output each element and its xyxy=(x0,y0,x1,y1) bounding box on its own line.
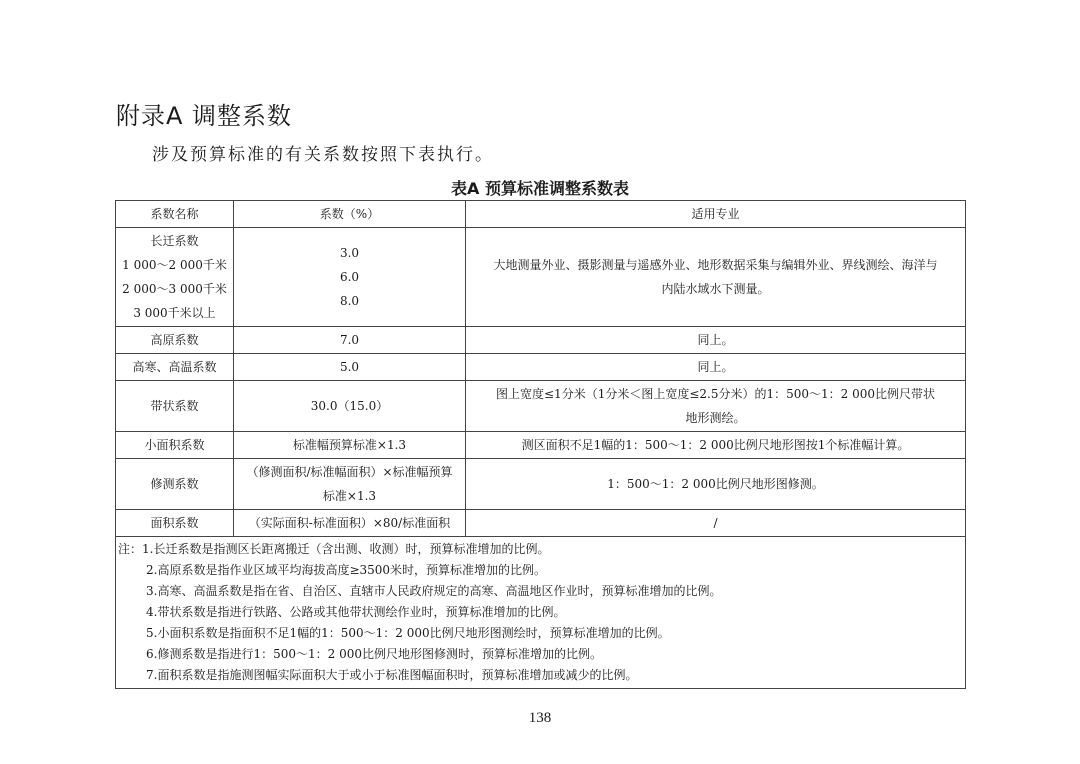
name-line: 3 000千米以上 xyxy=(133,306,216,320)
scope-line: 同上。 xyxy=(697,333,734,347)
scope-line: / xyxy=(713,516,718,530)
value-line: 标准×1.3 xyxy=(322,489,377,503)
note-line: 7.面积系数是指施测图幅实际面积大于或小于标准图幅面积时，预算标准增加或减少的比例。 xyxy=(146,668,638,682)
value-line: 6.0 xyxy=(339,270,360,284)
scope-line: 同上。 xyxy=(697,360,734,374)
value-line: 8.0 xyxy=(339,294,360,308)
notes-cell xyxy=(116,537,966,689)
note-line: 3.高寒、高温系数是指在省、自治区、直辖市人民政府规定的高寒、高温地区作业时，预算标准增加的比例。 xyxy=(146,584,722,598)
note-line: 6.修测系数是指进行1：500～1：2 000比例尺地形图修测时，预算标准增加的比例。 xyxy=(146,647,602,661)
scope-line: 地形测绘。 xyxy=(685,411,746,425)
note-line: 2.高原系数是指作业区域平均海拔高度≥3500米时，预算标准增加的比例。 xyxy=(146,563,547,577)
coefficient-table-body xyxy=(116,201,966,689)
table-caption: 表A 预算标准调整系数表 xyxy=(451,179,629,198)
name-line: 面积系数 xyxy=(150,516,199,530)
scope-line: 测区面积不足1幅的1：500～1：2 000比例尺地形图按1个标准幅计算。 xyxy=(521,438,910,452)
cell-name xyxy=(116,354,234,381)
cell-name xyxy=(116,510,234,537)
note-line: 注：1.长迁系数是指测区长距离搬迁（含出测、收测）时，预算标准增加的比例。 xyxy=(118,542,550,556)
table-row xyxy=(116,432,966,459)
cell-name xyxy=(116,432,234,459)
cell-scope xyxy=(466,510,966,537)
cell-scope xyxy=(466,354,966,381)
name-line: 高寒、高温系数 xyxy=(132,360,217,374)
cell-name xyxy=(116,459,234,510)
cell-name xyxy=(116,381,234,432)
table-row xyxy=(116,381,966,432)
value-line: 标准幅预算标准×1.3 xyxy=(292,438,407,452)
name-line: 高原系数 xyxy=(150,333,199,347)
cell-value xyxy=(234,381,466,432)
table-row xyxy=(116,354,966,381)
appendix-heading: 附录A 调整系数 xyxy=(116,102,293,130)
cell-scope xyxy=(466,432,966,459)
header-scope: 适用专业 xyxy=(466,201,966,228)
table-row xyxy=(116,327,966,354)
value-line: （实际面积-标准面积）×80/标准面积 xyxy=(248,516,451,530)
header-value: 系数（%） xyxy=(234,201,466,228)
name-line: 长迁系数 xyxy=(150,234,199,248)
cell-value xyxy=(234,459,466,510)
name-line: 2 000～3 000千米 xyxy=(122,282,227,296)
cell-scope xyxy=(466,228,966,327)
cell-value xyxy=(234,354,466,381)
name-line: 1 000～2 000千米 xyxy=(122,258,227,272)
name-line: 小面积系数 xyxy=(144,438,205,452)
cell-scope xyxy=(466,381,966,432)
table-row xyxy=(116,228,966,327)
cell-value xyxy=(234,432,466,459)
value-line: 3.0 xyxy=(339,246,360,260)
value-line: （修测面积/标准幅面积）×标准幅预算 xyxy=(246,465,453,479)
cell-scope xyxy=(466,327,966,354)
intro-paragraph: 涉及预算标准的有关系数按照下表执行。 xyxy=(152,145,494,165)
cell-value xyxy=(234,228,466,327)
cell-name xyxy=(116,327,234,354)
page-number: 138 xyxy=(528,710,552,726)
note-line: 5.小面积系数是指面积不足1幅的1：500～1：2 000比例尺地形图测绘时，预算标准增加的比例。 xyxy=(146,626,670,640)
table-row xyxy=(116,510,966,537)
scope-line: 图上宽度≤1分米（1分米＜图上宽度≤2.5分米）的1：500～1：2 000比例尺带状 xyxy=(496,387,935,401)
notes-row xyxy=(116,537,966,689)
scope-line: 大地测量外业、摄影测量与遥感外业、地形数据采集与编辑外业、界线测绘、海洋与 xyxy=(493,258,938,272)
value-line: 5.0 xyxy=(339,360,360,374)
table-header-row xyxy=(116,201,966,228)
note-line: 4.带状系数是指进行铁路、公路或其他带状测绘作业时，预算标准增加的比例。 xyxy=(146,605,566,619)
name-line: 带状系数 xyxy=(150,399,199,413)
cell-value xyxy=(234,327,466,354)
scope-line: 内陆水域水下测量。 xyxy=(661,282,770,296)
header-name: 系数名称 xyxy=(116,201,234,228)
cell-scope xyxy=(466,459,966,510)
name-line: 修测系数 xyxy=(150,477,199,491)
coefficient-table xyxy=(115,200,966,689)
cell-value xyxy=(234,510,466,537)
value-line: 7.0 xyxy=(339,333,360,347)
value-line: 30.0（15.0） xyxy=(310,399,389,413)
cell-name xyxy=(116,228,234,327)
scope-line: 1：500～1：2 000比例尺地形图修测。 xyxy=(607,477,824,491)
table-row xyxy=(116,459,966,510)
